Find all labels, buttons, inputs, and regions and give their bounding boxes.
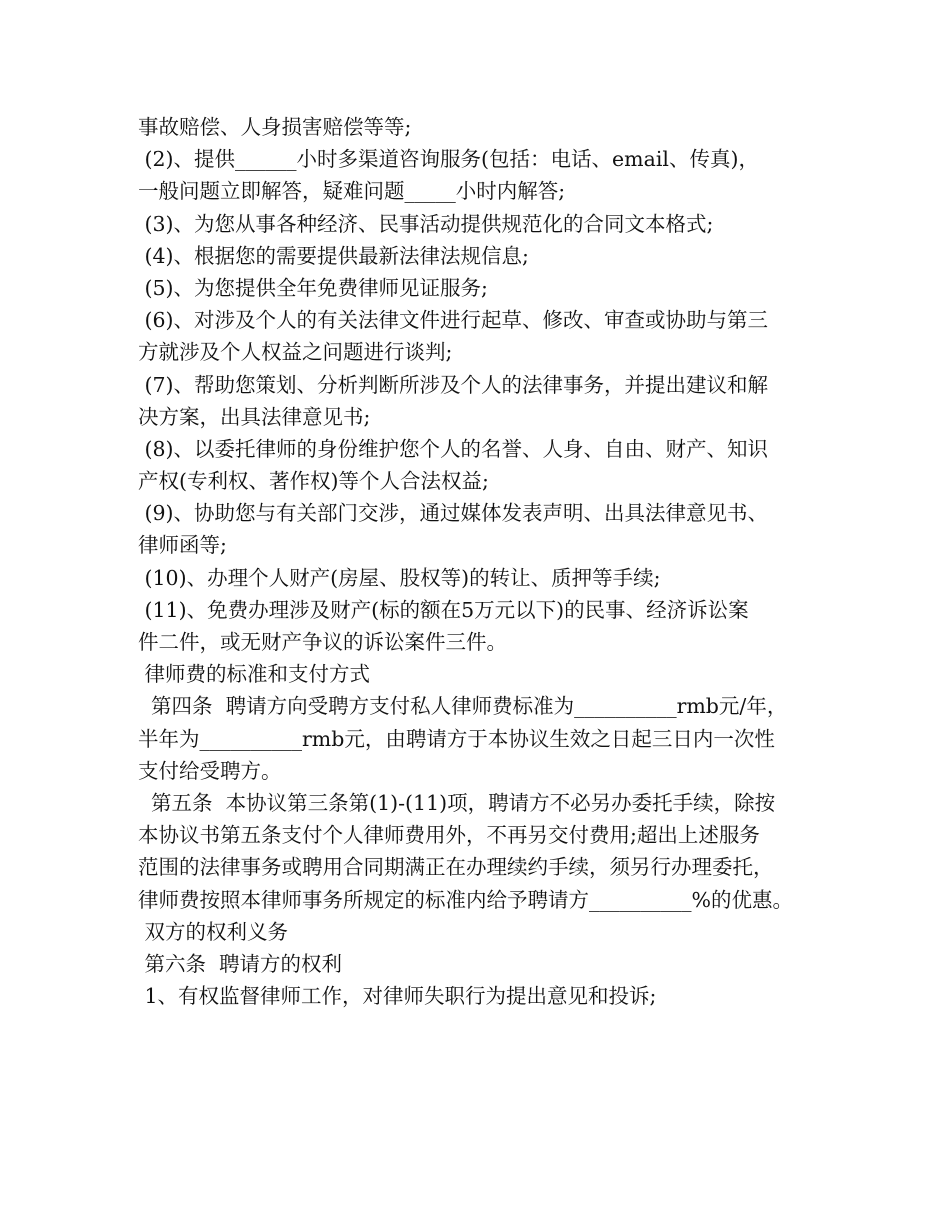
text-line: (3)、为您从事各种经济、民事活动提供规范化的合同文本格式; [138,211,714,236]
text-line: (11)、免费办理涉及财产(标的额在5万元以下)的民事、经济诉讼案 [138,597,749,622]
text-line: 本协议书第五条支付个人律师费用外，不再另交付费用;超出上述服务 [138,823,760,848]
text-line: 件二件，或无财产争议的诉讼案件三件。 [138,630,507,654]
text-line: 决方案，出具法律意见书; [138,404,371,429]
contract-text-body [138,111,828,1012]
text-line: (10)、办理个人财产(房屋、股权等)的转让、质押等手续; [138,565,661,590]
text-line: (7)、帮助您策划、分析判断所涉及个人的法律事务，并提出建议和解 [138,372,769,397]
article-heading: 第六条 聘请方的权利 [138,951,343,976]
text-line: (6)、对涉及个人的有关法律文件进行起草、修改、审查或协助与第三 [138,308,769,333]
section-heading: 双方的权利义务 [138,919,289,944]
section-heading: 律师费的标准和支付方式 [138,662,371,687]
text-line: (8)、以委托律师的身份维护您个人的名誉、人身、自由、财产、知识 [138,436,769,461]
text-line: 律师费按照本律师事务所规定的标准内给予聘请方__________%的优惠。 [138,887,793,912]
text-line: 第四条 聘请方向受聘方支付私人律师费标准为__________rmb元/年， [138,694,788,719]
text-line: 事故赔偿、人身损害赔偿等等; [138,115,412,139]
text-line: 范围的法律事务或聘用合同期满正在办理续约手续，须另行办理委托， [138,855,774,880]
text-line: 律师函等; [138,533,227,558]
text-line: (2)、提供______小时多渠道咨询服务(包括：电话、email、传真)， [138,147,759,172]
text-line: (5)、为您提供全年免费律师见证服务; [138,275,488,300]
text-line: 半年为__________rmb元，由聘请方于本协议生效之日起三日内一次性 [138,726,775,751]
text-line: 支付给受聘方。 [138,758,282,783]
text-line: 方就涉及个人权益之问题进行谈判; [138,340,453,365]
text-line: 第五条 本协议第三条第(1)-(11)项，聘请方不必另办委托手续，除按 [138,790,776,815]
text-line: 1、有权监督律师工作，对律师失职行为提出意见和投诉; [138,984,657,1009]
text-line: 产权(专利权、著作权)等个人合法权益; [138,469,489,494]
text-line: 一般问题立即解答，疑难问题_____小时内解答; [138,179,566,204]
text-line: (4)、根据您的需要提供最新法律法规信息; [138,243,529,268]
text-line: (9)、协助您与有关部门交涉，通过媒体发表声明、出具法律意见书、 [138,501,769,526]
